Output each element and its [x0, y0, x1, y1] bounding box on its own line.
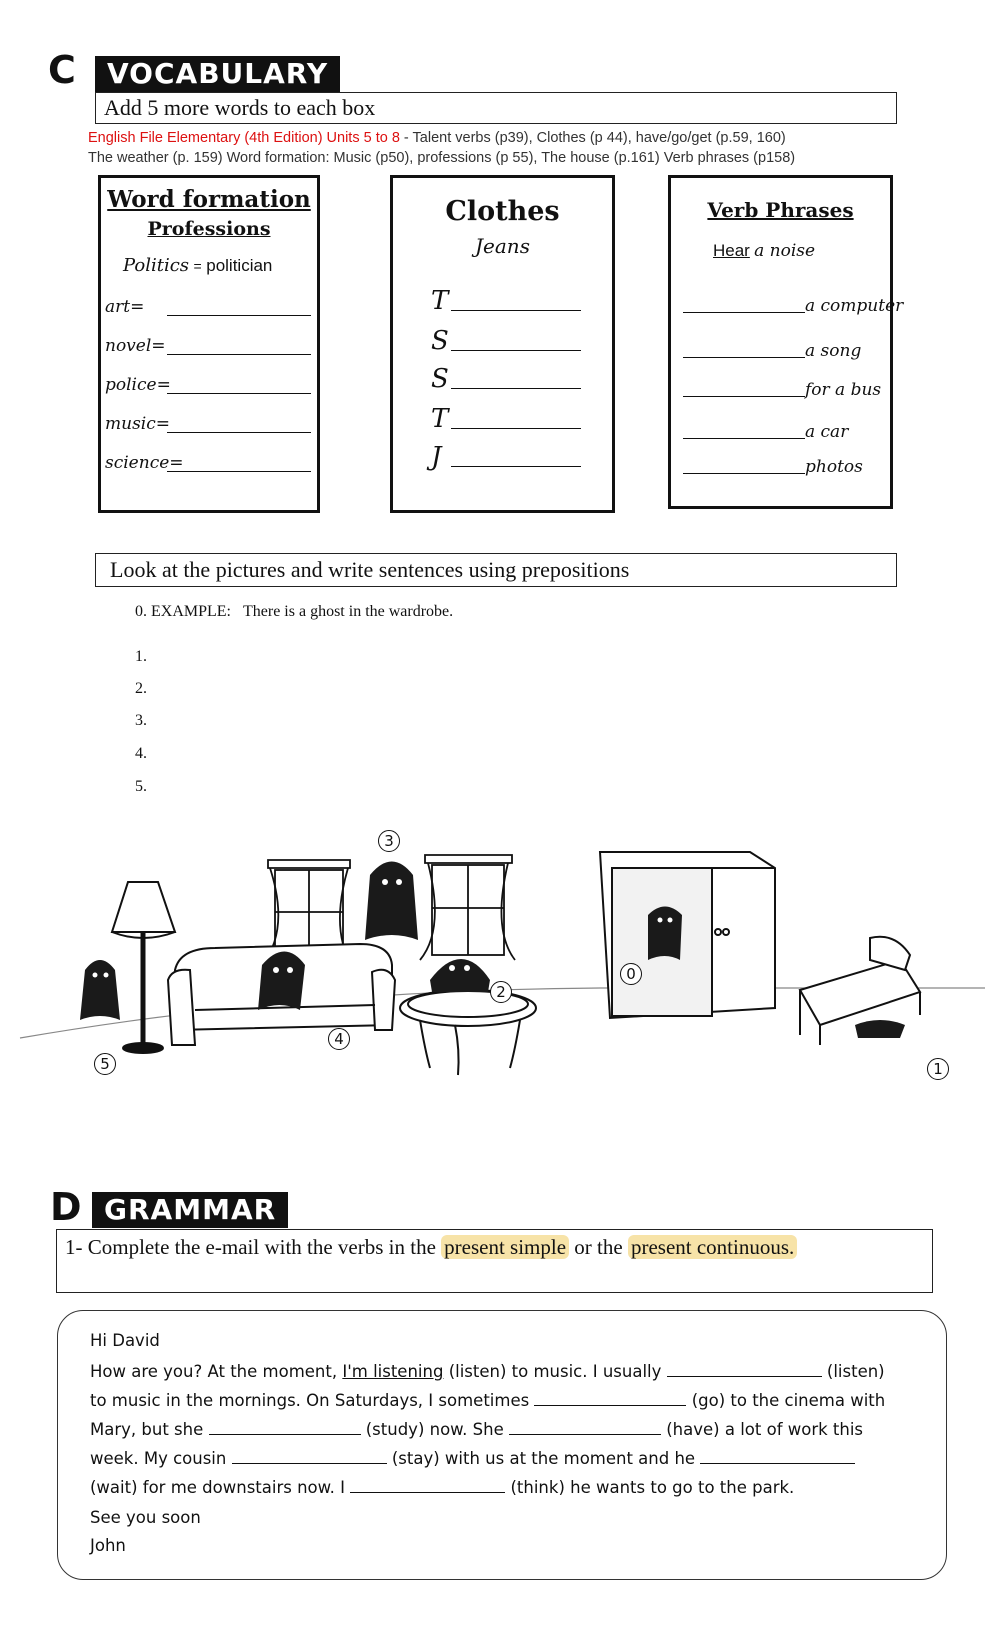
ghost-3 [365, 862, 418, 941]
clothes-row [393, 286, 612, 320]
highlight-present-continuous: present continuous. [628, 1235, 797, 1259]
prepositions-instruction-box [95, 553, 897, 587]
word-formation-title: Word formation [107, 186, 311, 213]
answer-blank[interactable] [683, 438, 805, 439]
answer-blank[interactable] [683, 357, 805, 358]
verb-phrases-title: Verb Phrases [707, 198, 854, 222]
word-item: novel= [105, 336, 166, 356]
clothes-title: Clothes [445, 196, 560, 227]
picture-label-3: 3 [378, 830, 400, 852]
picture-label-4: 4 [328, 1028, 350, 1050]
email-text-segment: (have) a lot of work this [666, 1420, 864, 1439]
answer-blank[interactable] [451, 466, 581, 467]
source-line-1 [88, 130, 786, 146]
email-line-5 [90, 1478, 794, 1497]
ghost-1 [855, 1020, 905, 1038]
ghost-2 [430, 959, 490, 992]
email-text-segment: (listen) [826, 1362, 885, 1381]
picture-label-2: 2 [490, 981, 512, 1003]
window-right [420, 855, 515, 960]
answer-blank[interactable] [451, 388, 581, 389]
answer-blank[interactable] [350, 1492, 505, 1493]
picture-label-0: 0 [620, 963, 642, 985]
clothes-row [393, 326, 612, 360]
email-text-segment: (think) he wants to go to the park. [510, 1478, 795, 1497]
source-topics: - Talent verbs (p39), Clothes (p 44), have/go/get (p.59, 160) [399, 130, 786, 146]
word-formation-box [98, 175, 320, 513]
sentence-number: 4. [135, 745, 147, 762]
word-item: science= [105, 453, 184, 473]
verb-row [671, 422, 890, 452]
email-line-1 [90, 1362, 885, 1381]
word-row [101, 336, 317, 366]
example-text: There is a ghost in the wardrobe. [243, 603, 454, 620]
email-text-segment: How are you? At the moment, [90, 1362, 338, 1381]
email-text-segment: (listen) to music. I usually [448, 1362, 662, 1381]
verb-row [671, 341, 890, 371]
grammar-instruction-a: 1- Complete the e-mail with the verbs in the [65, 1235, 436, 1259]
sentence-number: 2. [135, 680, 147, 697]
clothes-letter: J [431, 442, 442, 472]
coffee-table [400, 990, 536, 1075]
answer-blank[interactable] [509, 1434, 661, 1435]
verb-phrase-item: a car [805, 422, 849, 442]
answer-blank[interactable] [167, 432, 311, 433]
highlight-present-simple: present simple [441, 1235, 569, 1259]
clothes-box [390, 175, 615, 513]
section-c-letter: C [48, 48, 76, 92]
grammar-banner: GRAMMAR [92, 1192, 288, 1228]
room-illustration [0, 820, 1000, 1140]
sentence-number: 5. [135, 778, 147, 795]
ghost-0 [648, 907, 682, 961]
answer-blank[interactable] [683, 396, 805, 397]
source-units: English File Elementary (4th Edition) Units 5 to 8 [88, 130, 400, 146]
verb-phrases-box [668, 175, 904, 509]
ghost-5 [80, 960, 120, 1020]
answer-blank[interactable] [232, 1463, 387, 1464]
email-greeting: Hi David [90, 1331, 160, 1350]
verb-row [671, 296, 904, 326]
answer-blank[interactable] [167, 393, 311, 394]
word-item: art= [105, 297, 145, 317]
sentence-number: 1. [135, 648, 147, 665]
answer-blank[interactable] [683, 312, 805, 313]
clothes-row [393, 404, 612, 438]
clothes-row [393, 364, 612, 398]
source-line-2: The weather (p. 159) Word formation: Music (p50), professions (p 55), The house (p.161) Verb phrases (p158) [88, 150, 796, 166]
verb-phrases-example [713, 241, 815, 261]
word-formation-example [123, 255, 272, 276]
email-line-2 [90, 1391, 885, 1410]
clothes-letter: S [431, 364, 449, 394]
email-text-segment: (stay) with us at the moment and he [391, 1449, 696, 1468]
answer-blank[interactable] [167, 315, 311, 316]
example-answer: politician [206, 256, 273, 275]
word-item: police= [105, 375, 171, 395]
wardrobe [600, 852, 775, 1018]
email-text-segment: to music in the mornings. On Saturdays, I sometimes [90, 1391, 530, 1410]
example-equals: = [193, 258, 202, 274]
example-word: Politics [123, 255, 190, 276]
word-row [101, 453, 317, 483]
answer-blank[interactable] [700, 1463, 855, 1464]
email-text-segment: (go) to the cinema with [691, 1391, 886, 1410]
email-text-segment: (wait) for me downstairs now. I [90, 1478, 345, 1497]
vocabulary-instruction: Add 5 more words to each box [104, 95, 376, 120]
email-line-3 [90, 1420, 863, 1439]
picture-label-1: 1 [927, 1058, 949, 1080]
sentence-number: 3. [135, 712, 147, 729]
verb-phrase-item: for a bus [805, 380, 882, 400]
example-answer: I'm listening [342, 1362, 444, 1381]
example-verb: Hear [713, 241, 750, 260]
example-label: 0. EXAMPLE: [135, 603, 231, 620]
example-sentence [135, 603, 453, 621]
answer-blank[interactable] [209, 1434, 361, 1435]
email-text-segment: (study) now. She [365, 1420, 504, 1439]
professions-subtitle: Professions [147, 218, 271, 240]
picture-label-5: 5 [94, 1053, 116, 1075]
email-text-segment: Mary, but she [90, 1420, 204, 1439]
word-row [101, 414, 317, 444]
clothes-row [393, 442, 612, 476]
email-closing: See you soon [90, 1508, 201, 1527]
clothes-letter: T [431, 404, 449, 434]
clothes-letter: T [431, 286, 449, 316]
clothes-example: Jeans [475, 234, 530, 258]
answer-blank[interactable] [167, 354, 311, 355]
vocabulary-instruction-box [95, 92, 897, 124]
answer-blank[interactable] [683, 473, 805, 474]
section-d-letter: D [50, 1185, 82, 1229]
answer-blank[interactable] [667, 1376, 822, 1377]
email-box [57, 1310, 947, 1580]
example-phrase: a noise [754, 241, 816, 261]
verb-phrase-item: photos [805, 457, 863, 477]
email-line-4 [90, 1449, 855, 1468]
grammar-instruction-b: or the [574, 1235, 623, 1259]
word-row [101, 297, 317, 327]
verb-phrase-item: a song [805, 341, 862, 361]
answer-blank[interactable] [167, 471, 311, 472]
verb-phrase-item: a computer [805, 296, 904, 316]
word-item: music= [105, 414, 170, 434]
clothes-letter: S [431, 326, 449, 356]
verb-row [671, 457, 890, 487]
answer-blank[interactable] [451, 428, 581, 429]
email-text-segment: week. My cousin [90, 1449, 227, 1468]
email-signature: John [90, 1536, 126, 1555]
answer-blank[interactable] [534, 1405, 686, 1406]
grammar-instruction [65, 1235, 797, 1260]
floor-lamp [112, 882, 175, 1053]
verb-row [671, 380, 890, 410]
grammar-instruction-box [56, 1229, 933, 1293]
word-row [101, 375, 317, 405]
answer-blank[interactable] [451, 350, 581, 351]
prepositions-instruction: Look at the pictures and write sentences using prepositions [110, 557, 630, 582]
answer-blank[interactable] [451, 310, 581, 311]
vocabulary-banner: VOCABULARY [95, 56, 340, 92]
